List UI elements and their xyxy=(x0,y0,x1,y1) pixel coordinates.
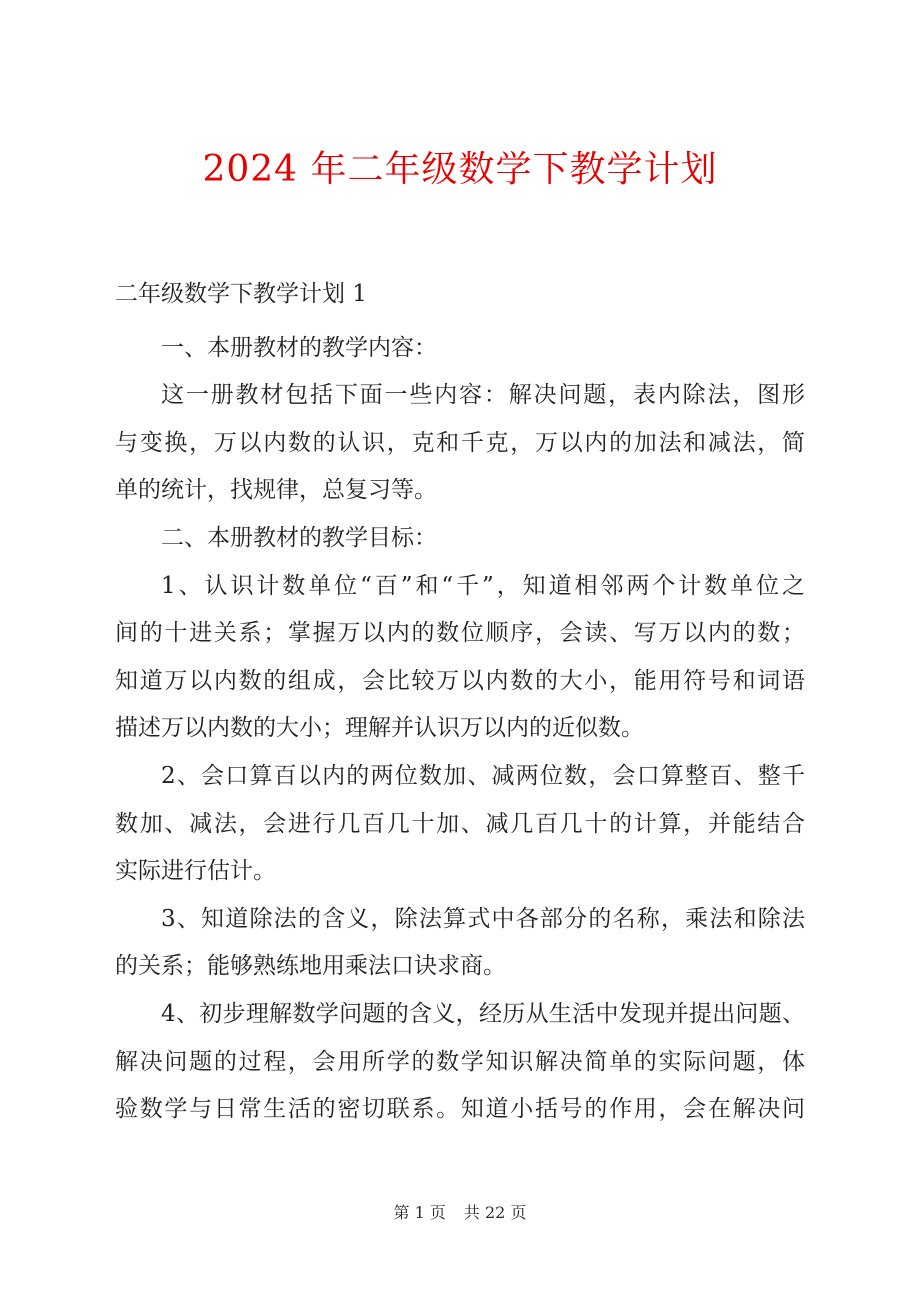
body-line: 二年级数学下教学计划 1 xyxy=(115,281,367,307)
body-line: 描述万以内数的大小；理解并认识万以内的近似数。 xyxy=(115,715,644,742)
body-line: 与变换，万以内数的认识，克和千克，万以内的加法和减法，简 xyxy=(115,429,805,456)
body-line: 知道万以内数的组成，会比较万以内数的大小，能用符号和词语 xyxy=(115,667,805,694)
body-line: 这一册教材包括下面一些内容：解决问题，表内除法，图形 xyxy=(161,382,805,409)
body-line: 1、认识计数单位“百”和“千”，知道相邻两个计数单位之 xyxy=(161,572,805,599)
body-line: 验数学与日常生活的密切联系。知道小括号的作用，会在解决问 xyxy=(115,1096,805,1123)
body-line: 间的十进关系；掌握万以内的数位顺序，会读、写万以内的数； xyxy=(115,620,805,647)
body-line: 单的统计，找规律，总复习等。 xyxy=(115,477,437,504)
body-line: 实际进行估计。 xyxy=(115,858,276,885)
document-body xyxy=(115,271,805,1134)
page-footer xyxy=(0,1200,920,1223)
body-line: 4、初步理解数学问题的含义，经历从生活中发现并提出问题、 xyxy=(161,1000,805,1027)
body-line: 数加、减法，会进行几百几十加、减几百几十的计算，并能结合 xyxy=(115,810,805,837)
body-line: 的关系；能够熟练地用乘法口诀求商。 xyxy=(115,953,506,980)
body-line: 解决问题的过程，会用所学的数学知识解决简单的实际问题，体 xyxy=(115,1048,805,1075)
document-title: 2024 年二年级数学下教学计划 xyxy=(202,149,718,190)
body-line: 2、会口算百以内的两位数加、减两位数，会口算整百、整千 xyxy=(161,762,805,789)
body-line: 3、知道除法的含义，除法算式中各部分的名称，乘法和除法 xyxy=(161,905,805,932)
footer-total-pages: 共 22 页 xyxy=(463,1203,527,1222)
body-line: 二、本册教材的教学目标： xyxy=(161,524,437,551)
body-line: 一、本册教材的教学内容： xyxy=(161,334,437,361)
footer-current-page: 第 1 页 xyxy=(393,1203,446,1222)
